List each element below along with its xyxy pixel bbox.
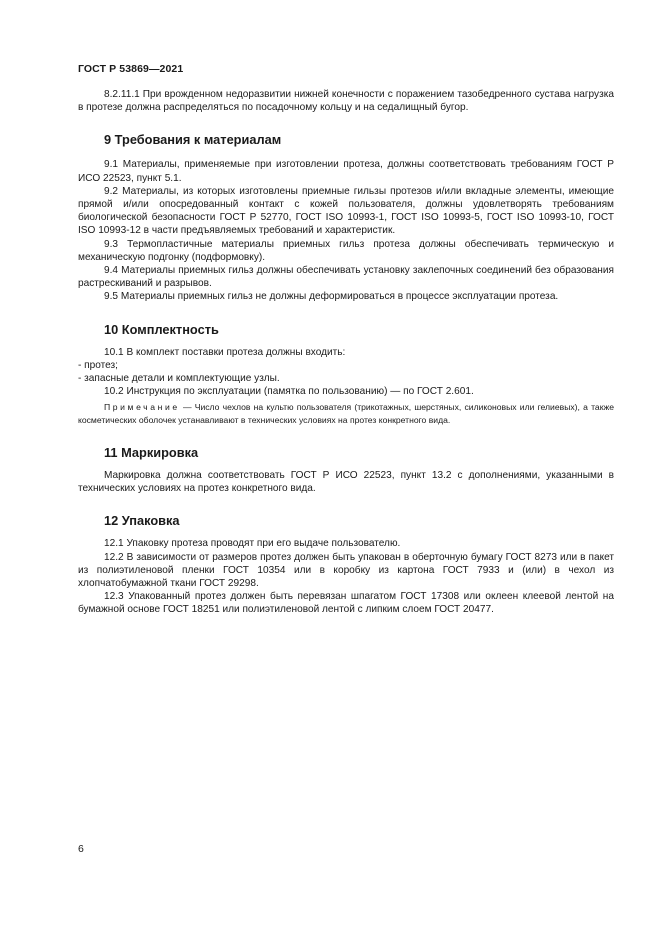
section-heading-11: 11 Маркировка — [104, 445, 199, 461]
section-heading-10: 10 Комплектность — [104, 321, 219, 337]
section-heading-9: 9 Требования к материалам — [104, 132, 282, 148]
paragraph-9-1: 9.1 Материалы, применяемые при изготовлении протеза, должны соответствовать требованиям ГОСТ Р ИСО 22523, пункт 5.1. — [78, 159, 614, 184]
list-item-prosthesis: - протез; — [78, 359, 118, 371]
note-label: Примечание — [104, 402, 180, 413]
list-item-spare-parts: - запасные детали и комплектующие узлы. — [78, 373, 280, 385]
document-header: ГОСТ Р 53869—2021 — [78, 63, 184, 75]
paragraph-12-2: 12.2 В зависимости от размеров протез должен быть упакован в оберточную бумагу ГОСТ 8273 или в пакет из полиэтиленовой пленки ГОСТ 10354 или в коробку из картона ГОСТ 7933 и (или) в чехол из хлопчатобумажной ткани ГОСТ 29298. — [78, 551, 614, 590]
paragraph-10-1: 10.1 В комплект поставки протеза должны входить: — [104, 346, 346, 358]
section-heading-12: 12 Упаковка — [104, 513, 180, 529]
paragraph-9-2: 9.2 Материалы, из которых изготовлены приемные гильзы протезов и/или вкладные элементы, имеющие прямой и/или опосредованный контакт с кожей пользователя, должны удовлетворять требованиям биологической безопасности ГОСТ Р 52770, ГОСТ ISO 10993-1, ГОСТ ISO 10993-5, ГОСТ ISO 10993-10, ГОСТ ISO 10993-12 в части предъявляемых требований и характеристик. — [78, 185, 614, 237]
paragraph-9-3: 9.3 Термопластичные материалы приемных гильз протеза должны обеспечивать термическую и механическую подгонку (подформовку). — [78, 238, 614, 263]
document-body — [78, 88, 614, 617]
paragraph-10-2: 10.2 Инструкция по эксплуатации (памятка по пользованию) — по ГОСТ 2.601. — [104, 386, 474, 398]
paragraph-12-1: 12.1 Упаковку протеза проводят при его выдаче пользователю. — [104, 538, 401, 550]
paragraph-8-2-11-1: 8.2.11.1 При врожденном недоразвитии нижней конечности с поражением тазобедренного сустава нагрузка в протезе должна распределяться по посадочному кольцу и на седалищный бугор. — [78, 89, 614, 114]
paragraph-9-5: 9.5 Материалы приемных гильз не должны деформироваться в процессе эксплуатации протеза. — [104, 291, 559, 303]
paragraph-12-3: 12.3 Упакованный протез должен быть перевязан шпагатом ГОСТ 17308 или оклеен клеевой лентой на бумажной основе ГОСТ 18251 или полиэтиленовой лентой с липким слоем ГОСТ 20477. — [78, 591, 614, 616]
note — [78, 401, 614, 427]
note-text: — Число чехлов на культю пользователя (трикотажных, шерстяных, силиконовых или гелиевых), а также косметических оболочек устанавливают в технических условиях на протез конкретного вида. — [78, 402, 614, 426]
paragraph-11: Маркировка должна соответствовать ГОСТ Р ИСО 22523, пункт 13.2 с дополнениями, указанными в технических условиях на протез конкретного вида. — [78, 470, 614, 495]
page-number: 6 — [78, 843, 84, 855]
paragraph-9-4: 9.4 Материалы приемных гильз должны обеспечивать установку заклепочных соединений без образования растрескиваний и разрывов. — [78, 265, 614, 290]
